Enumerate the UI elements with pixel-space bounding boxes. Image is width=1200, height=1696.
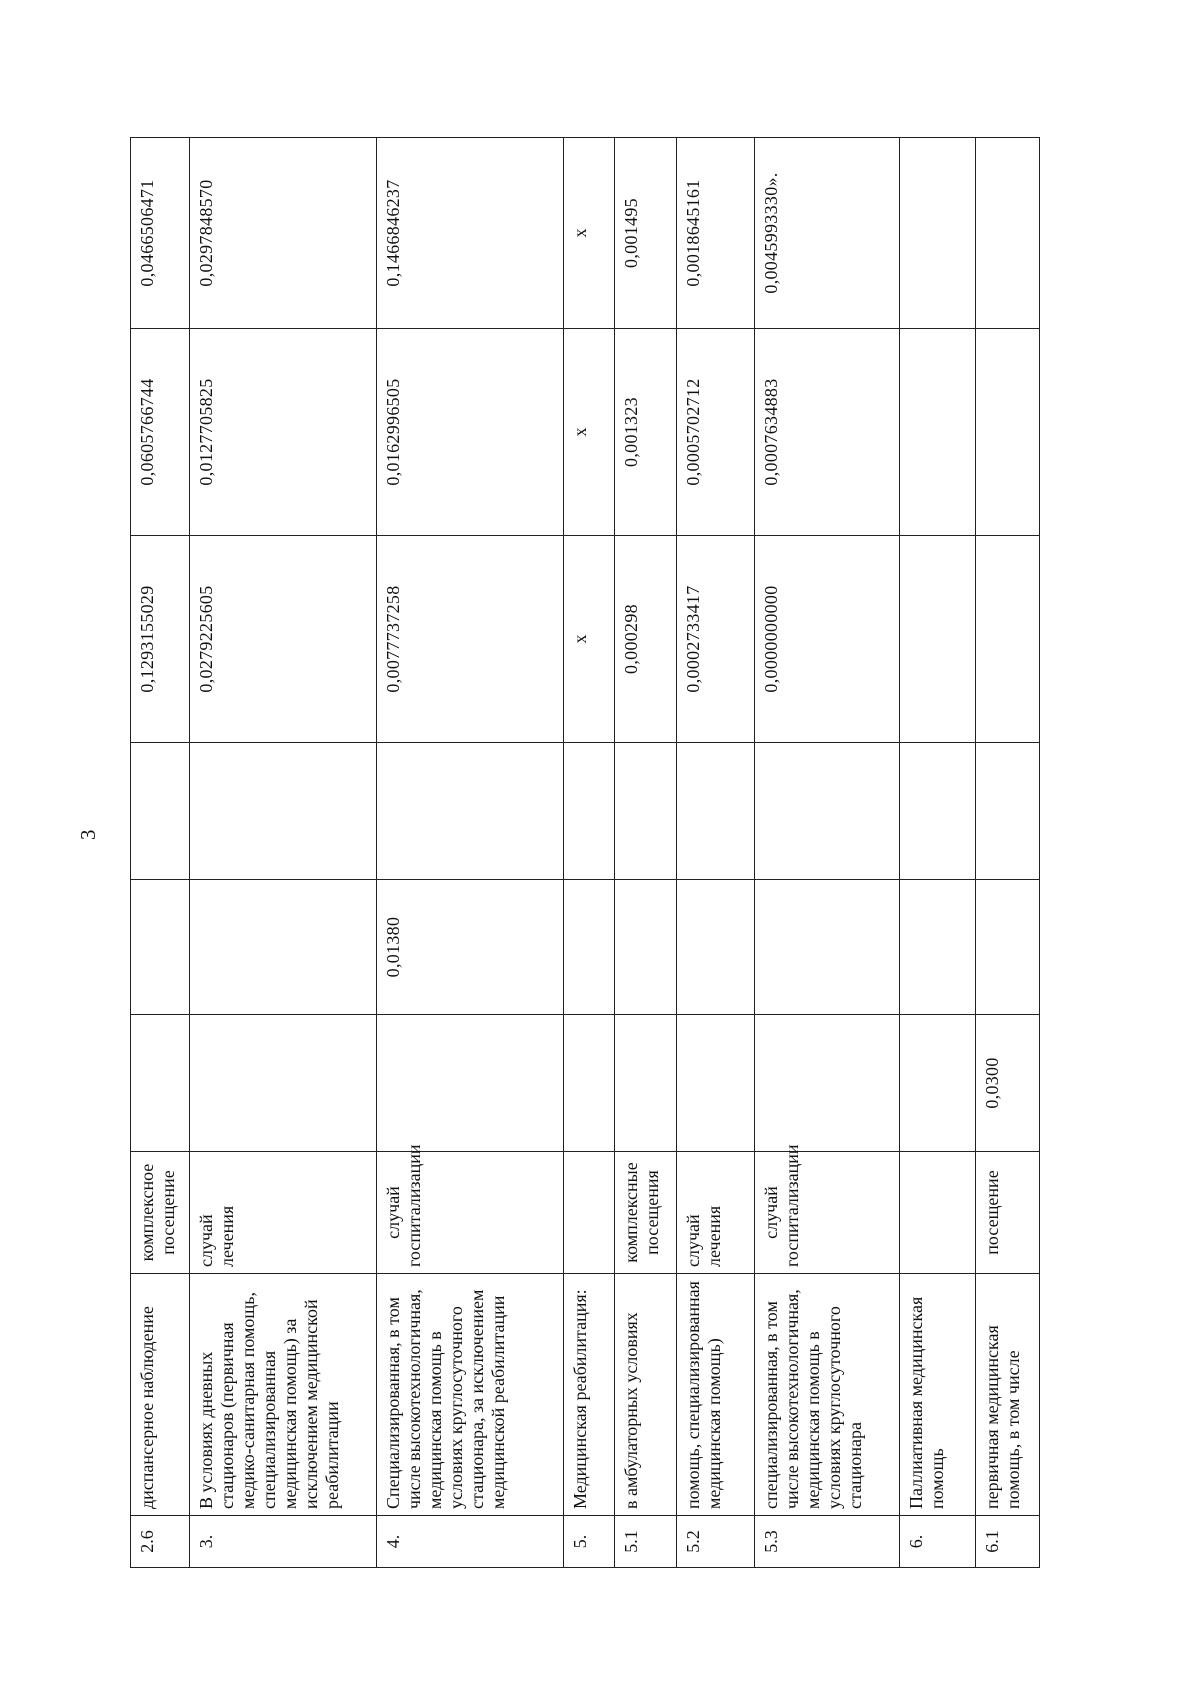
cell-value bbox=[615, 880, 677, 1015]
row-unit: комплексное посещение bbox=[131, 1152, 190, 1274]
cell-value: 0,0127705825 bbox=[190, 329, 377, 536]
cell-value bbox=[131, 743, 190, 880]
cell-value bbox=[900, 880, 975, 1015]
cell-value bbox=[131, 880, 190, 1015]
cell-value bbox=[975, 138, 1039, 329]
row-name: в амбулаторных условиях bbox=[615, 1274, 677, 1516]
cell-value bbox=[190, 743, 377, 880]
table-row bbox=[376, 138, 563, 1568]
row-unit: случай госпитализации bbox=[754, 1152, 900, 1274]
table-row bbox=[563, 138, 615, 1568]
cell-value bbox=[900, 329, 975, 536]
row-unit bbox=[900, 1152, 975, 1274]
row-number: 4. bbox=[376, 1516, 563, 1568]
table-row bbox=[975, 138, 1039, 1568]
cell-value bbox=[900, 1015, 975, 1152]
row-name: В условиях дневных стационаров (первичная медико-санитарная помощь, специализированная медицинская помощь) за исключением медицинской реабилитации bbox=[190, 1274, 377, 1516]
normatives-table bbox=[130, 137, 1040, 1568]
cell-value: 0,0466506471 bbox=[131, 138, 190, 329]
cell-value: 0,0300 bbox=[975, 1015, 1039, 1152]
row-number: 5.2 bbox=[677, 1516, 754, 1568]
cell-value bbox=[376, 1015, 563, 1152]
cell-value bbox=[975, 880, 1039, 1015]
cell-value bbox=[754, 1015, 900, 1152]
row-unit: случай лечения bbox=[190, 1152, 377, 1274]
cell-value: 0,0279225605 bbox=[190, 536, 377, 743]
cell-value bbox=[615, 743, 677, 880]
cell-value: 0,0002733417 bbox=[677, 536, 754, 743]
row-name: первичная медицинская помощь, в том числе bbox=[975, 1274, 1039, 1516]
row-number: 2.6 bbox=[131, 1516, 190, 1568]
cell-value bbox=[900, 743, 975, 880]
cell-value: 0,0045993330». bbox=[754, 138, 900, 329]
row-number: 5. bbox=[563, 1516, 615, 1568]
row-name: специализированная, в том числе высокотехнологичная, медицинская помощь в условиях круглосуточного стационара bbox=[754, 1274, 900, 1516]
cell-value: 0,0605766744 bbox=[131, 329, 190, 536]
cell-value bbox=[975, 536, 1039, 743]
table-row bbox=[131, 138, 190, 1568]
table-row bbox=[615, 138, 677, 1568]
cell-value: 0,0077737258 bbox=[376, 536, 563, 743]
cell-value: 0,0162996505 bbox=[376, 329, 563, 536]
cell-value bbox=[900, 536, 975, 743]
row-unit: случай госпитализации bbox=[376, 1152, 563, 1274]
cell-value bbox=[190, 1015, 377, 1152]
cell-value bbox=[131, 1015, 190, 1152]
cell-value bbox=[677, 880, 754, 1015]
cell-value bbox=[975, 743, 1039, 880]
cell-value bbox=[975, 329, 1039, 536]
cell-value bbox=[754, 880, 900, 1015]
cell-value bbox=[563, 743, 615, 880]
cell-value: 0,001495 bbox=[615, 138, 677, 329]
cell-value: 0,0018645161 bbox=[677, 138, 754, 329]
cell-value: 0,0297848570 bbox=[190, 138, 377, 329]
cell-value bbox=[376, 743, 563, 880]
cell-value bbox=[563, 1015, 615, 1152]
table-row bbox=[677, 138, 754, 1568]
cell-value bbox=[563, 880, 615, 1015]
cell-value: 0,001323 bbox=[615, 329, 677, 536]
cell-value bbox=[190, 880, 377, 1015]
cell-value: 0,01380 bbox=[376, 880, 563, 1015]
row-number: 3. bbox=[190, 1516, 377, 1568]
cell-value: x bbox=[563, 536, 615, 743]
cell-value bbox=[615, 1015, 677, 1152]
row-unit: посещение bbox=[975, 1152, 1039, 1274]
rotated-table-wrapper bbox=[130, 138, 1040, 1568]
row-unit: случай лечения bbox=[677, 1152, 754, 1274]
cell-value: x bbox=[563, 138, 615, 329]
cell-value: 0,1466846237 bbox=[376, 138, 563, 329]
row-unit bbox=[563, 1152, 615, 1274]
row-number: 6. bbox=[900, 1516, 975, 1568]
row-unit: комплексные посещения bbox=[615, 1152, 677, 1274]
cell-value bbox=[677, 743, 754, 880]
cell-value: 0,0000000000 bbox=[754, 536, 900, 743]
cell-value bbox=[677, 1015, 754, 1152]
row-name: Медицинская реабилитация: bbox=[563, 1274, 615, 1516]
row-name: диспансерное наблюдение bbox=[131, 1274, 190, 1516]
cell-value bbox=[754, 743, 900, 880]
row-name: Паллиативная медицинская помощь bbox=[900, 1274, 975, 1516]
cell-value: 0,1293155029 bbox=[131, 536, 190, 743]
row-number: 5.3 bbox=[754, 1516, 900, 1568]
table-row bbox=[754, 138, 900, 1568]
page-number: 3 bbox=[76, 829, 100, 840]
row-number: 6.1 bbox=[975, 1516, 1039, 1568]
cell-value: 0,0007634883 bbox=[754, 329, 900, 536]
row-name: помощь, специализированная медицинская помощь) bbox=[677, 1274, 754, 1516]
cell-value: x bbox=[563, 329, 615, 536]
cell-value: 0,0005702712 bbox=[677, 329, 754, 536]
cell-value bbox=[900, 138, 975, 329]
table-row bbox=[900, 138, 975, 1568]
table-row bbox=[190, 138, 377, 1568]
row-name: Специализированная, в том числе высокотехнологичная, медицинская помощь в условиях круглосуточного стационара, за исключением медицинской реабилитации bbox=[376, 1274, 563, 1516]
row-number: 5.1 bbox=[615, 1516, 677, 1568]
cell-value: 0,000298 bbox=[615, 536, 677, 743]
